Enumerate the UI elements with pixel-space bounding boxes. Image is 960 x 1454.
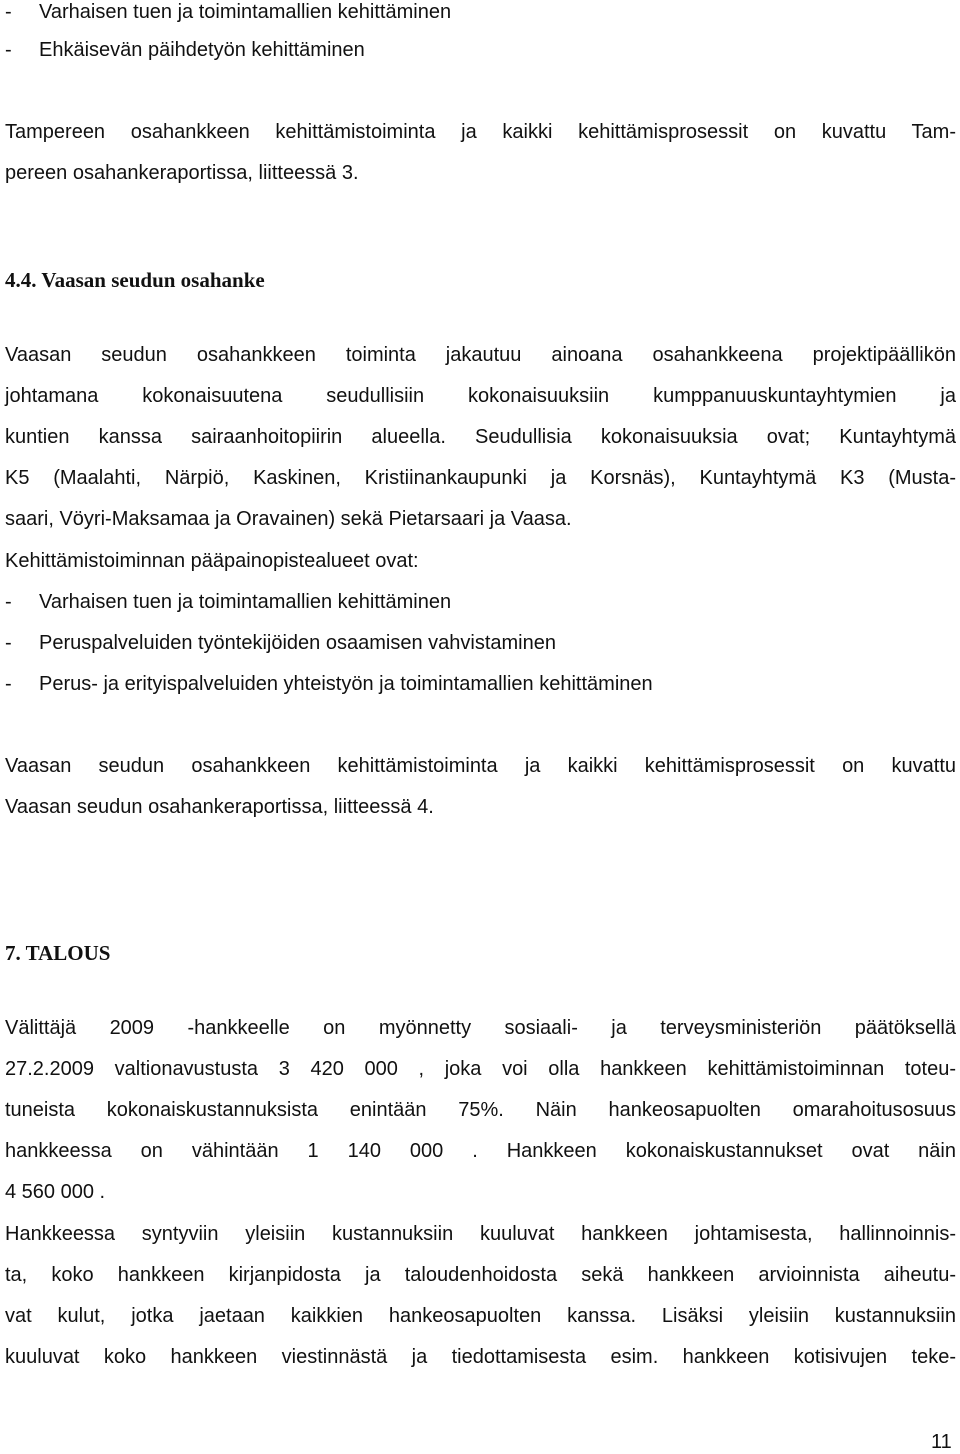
section-title: Vaasan seudun osahanke [41,268,265,292]
list-item [5,631,556,655]
paragraph-line: 4 560 000 . [5,1181,106,1203]
paragraph-line: ta, koko hankkeen kirjanpidosta ja taloudenhoidosta sekä hankkeen arvioinnista aiheutu- [5,1264,956,1286]
list-dash: - [5,591,12,613]
section-number: 4.4. [5,268,37,292]
paragraph-line: kuuluvat koko hankkeen viestinnästä ja tiedottamisesta esim. hankkeen kotisivujen teke- [5,1346,956,1368]
section-heading-4-4 [5,268,265,292]
paragraph-line: 27.2.2009 valtionavustusta 3 420 000 , joka voi olla hankkeen kehittämistoiminnan toteu- [5,1058,956,1080]
paragraph-line: Vaasan seudun osahankkeen kehittämistoiminta ja kaikki kehittämisprosessit on kuvattu [5,755,956,777]
paragraph-line: Vaasan seudun osahankkeen toiminta jakautuu ainoana osahankkeena projektipäällikön [5,344,956,366]
section-heading-7 [5,941,110,965]
list-item-text: Varhaisen tuen ja toimintamallien kehittäminen [39,591,452,613]
list-dash: - [5,673,12,695]
list-item-text: Varhaisen tuen ja toimintamallien kehittäminen [39,1,452,23]
paragraph-line: K5 (Maalahti, Närpiö, Kaskinen, Kristiinankaupunki ja Korsnäs), Kuntayhtymä K3 (Musta- [5,467,956,489]
list-item [5,0,451,24]
list-item-text: Peruspalveluiden työntekijöiden osaamisen vahvistaminen [39,632,556,654]
paragraph-line: Välittäjä 2009 -hankkeelle on myönnetty sosiaali- ja terveysministeriön päätöksellä [5,1017,956,1039]
list-item-text: Perus- ja erityispalveluiden yhteistyön ja toimintamallien kehittäminen [39,673,653,695]
paragraph-line: hankkeessa on vähintään 1 140 000 . Hankkeen kokonaiskustannukset ovat näin [5,1140,956,1162]
section-number: 7. [5,941,21,965]
page-number: 11 [931,1431,952,1453]
list-item [5,38,365,62]
paragraph-line: pereen osahankeraportissa, liitteessä 3. [5,162,359,184]
paragraph-line: Tampereen osahankkeen kehittämistoiminta ja kaikki kehittämisprosessit on kuvattu Tam- [5,121,956,143]
list-dash: - [5,632,12,654]
section-title: TALOUS [25,941,111,965]
paragraph-line: tuneista kokonaiskustannuksista enintään 75%. Näin hankeosapuolten omarahoitusosuus [5,1099,956,1121]
list-dash: - [5,1,12,23]
list-item-text: Ehkäisevän päihdetyön kehittäminen [39,39,365,61]
paragraph-line: vat kulut, jotka jaetaan kaikkien hankeosapuolten kanssa. Lisäksi yleisiin kustannuksiin [5,1305,956,1327]
paragraph-line: johtamana kokonaisuutena seudullisiin kokonaisuuksiin kumppanuuskuntayhtymien ja [5,385,956,407]
paragraph-line: saari, Vöyri-Maksamaa ja Oravainen) sekä Pietarsaari ja Vaasa. [5,508,572,530]
list-item [5,672,653,696]
paragraph-line: kuntien kanssa sairaanhoitopiirin alueella. Seudullisia kokonaisuuksia ovat; Kuntayhtymä [5,426,956,448]
list-dash: - [5,39,12,61]
paragraph-line: Hankkeessa syntyviin yleisiin kustannuksiin kuuluvat hankkeen johtamisesta, hallinnoinnis- [5,1223,956,1245]
list-item [5,590,451,614]
paragraph-line: Vaasan seudun osahankeraportissa, liitteessä 4. [5,796,434,818]
paragraph-line: Kehittämistoiminnan pääpainopistealueet ovat: [5,550,419,572]
